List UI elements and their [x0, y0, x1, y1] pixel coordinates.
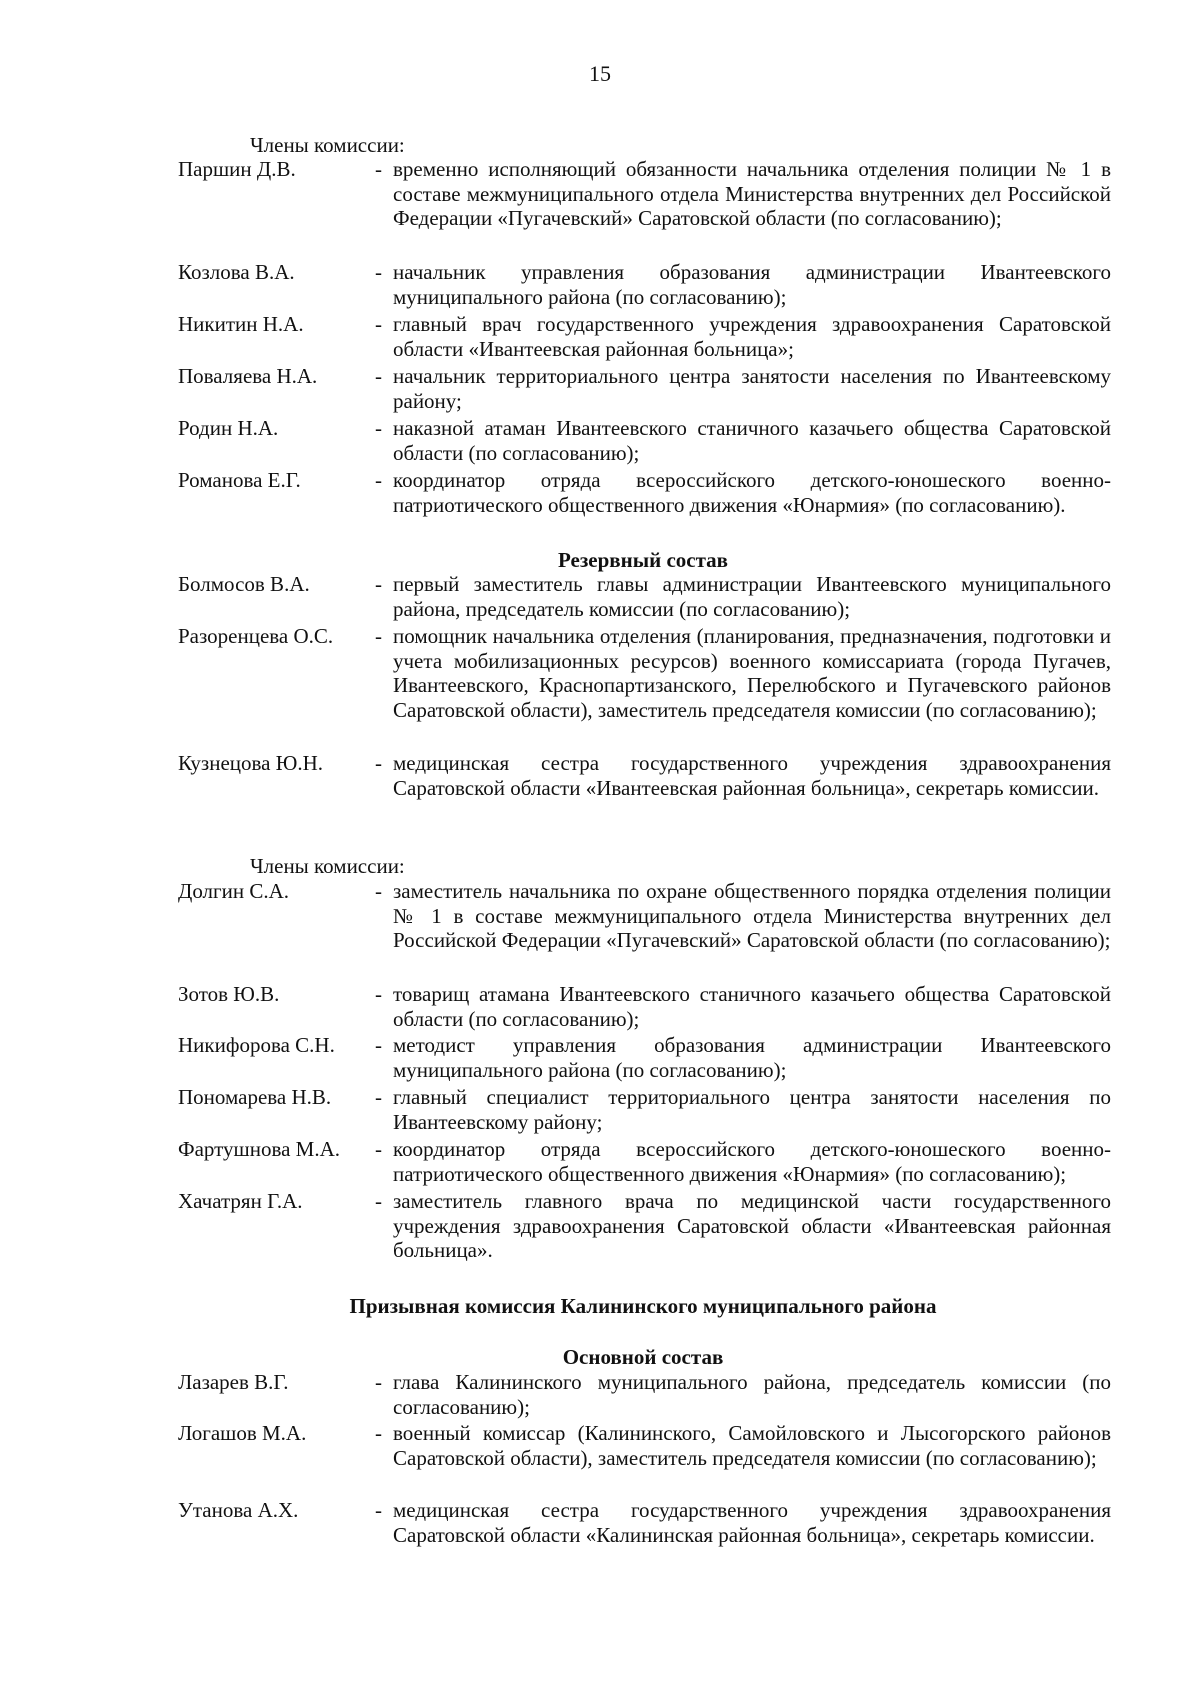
member-name: Болмосов В.А.	[178, 572, 310, 596]
dash: -	[375, 572, 382, 596]
member-role: военный комиссар (Калининского, Самойловского и Лысогорского районов Саратовской области), заместитель председателя комиссии (по согласованию);	[393, 1421, 1111, 1470]
dash: -	[375, 879, 382, 903]
dash: -	[375, 157, 382, 181]
member-role: методист управления образования администрации Ивантеевского муниципального района (по согласованию);	[393, 1033, 1111, 1082]
dash: -	[375, 1421, 382, 1445]
member-role: помощник начальника отделения (планирования, предназначения, подготовки и учета мобилизационных ресурсов) военного комиссариата (города Пугачев, Ивантеевского, Краснопартизанского, Перелюбского и Пугачевского районов Саратовской области), заместитель председателя комиссии (по согласованию);	[393, 624, 1111, 722]
dash: -	[375, 751, 382, 775]
member-role: начальник территориального центра занятости населения по Ивантеевскому району;	[393, 364, 1111, 413]
main-heading: Основной состав	[562, 1345, 724, 1369]
member-name: Хачатрян Г.А.	[178, 1189, 303, 1213]
member-role: начальник управления образования администрации Ивантеевского муниципального района (по согласованию);	[393, 260, 1111, 309]
member-name: Козлова В.А.	[178, 260, 295, 284]
dash: -	[375, 468, 382, 492]
member-name: Романова Е.Г.	[178, 468, 301, 492]
member-role: товарищ атамана Ивантеевского станичного казачьего общества Саратовской области (по согласованию);	[393, 982, 1111, 1031]
member-role: глава Калининского муниципального района, председатель комиссии (по согласованию);	[393, 1370, 1111, 1419]
dash: -	[375, 364, 382, 388]
member-role: первый заместитель главы администрации Ивантеевского муниципального района, председатель комиссии (по согласованию);	[393, 572, 1111, 621]
dash: -	[375, 624, 382, 648]
member-name: Пономарева Н.В.	[178, 1085, 332, 1109]
member-name: Фартушнова М.А.	[178, 1137, 340, 1161]
member-role: наказной атаман Ивантеевского станичного казачьего общества Саратовской области (по согласованию);	[393, 416, 1111, 465]
member-role: координатор отряда всероссийского детского-юношеского военно-патриотического общественного движения «Юнармия» (по согласованию).	[393, 468, 1111, 517]
member-role: главный врач государственного учреждения здравоохранения Саратовской области «Ивантеевская районная больница»;	[393, 312, 1111, 361]
dash: -	[375, 1370, 382, 1394]
dash: -	[375, 312, 382, 336]
member-role: временно исполняющий обязанности начальника отделения полиции № 1 в составе межмуниципального отдела Министерства внутренних дел Российской Федерации «Пугачевский» Саратовской области (по согласованию);	[393, 157, 1111, 231]
dash: -	[375, 1137, 382, 1161]
dash: -	[375, 1033, 382, 1057]
member-role: заместитель главного врача по медицинской части государственного учреждения здравоохранения Саратовской области «Ивантеевская районная больница».	[393, 1189, 1111, 1263]
member-role: координатор отряда всероссийского детского-юношеского военно-патриотического общественного движения «Юнармия» (по согласованию);	[393, 1137, 1111, 1186]
member-name: Родин Н.А.	[178, 416, 279, 440]
dash: -	[375, 416, 382, 440]
reserve-heading: Резервный состав	[557, 548, 729, 572]
member-name: Логашов М.А.	[178, 1421, 307, 1445]
member-name: Утанова А.Х.	[178, 1498, 299, 1522]
member-name: Зотов Ю.В.	[178, 982, 280, 1006]
member-name: Никифорова С.Н.	[178, 1033, 335, 1057]
member-role: главный специалист территориального центра занятости населения по Ивантеевскому району;	[393, 1085, 1111, 1134]
dash: -	[375, 1189, 382, 1213]
member-role: заместитель начальника по охране общественного порядка отделения полиции № 1 в составе межмуниципального отдела Министерства внутренних дел Российской Федерации «Пугачевский» Саратовской области (по согласованию);	[393, 879, 1111, 953]
member-name: Никитин Н.А.	[178, 312, 304, 336]
members-label: Члены комиссии:	[250, 133, 405, 157]
member-name: Разоренцева О.С.	[178, 624, 334, 648]
dash: -	[375, 1085, 382, 1109]
member-role: медицинская сестра государственного учреждения здравоохранения Саратовской области «Ивантеевская районная больница», секретарь комиссии.	[393, 751, 1111, 800]
dash: -	[375, 982, 382, 1006]
dash: -	[375, 1498, 382, 1522]
members-label: Члены комиссии:	[250, 854, 405, 878]
member-name: Поваляева Н.А.	[178, 364, 318, 388]
member-name: Долгин С.А.	[178, 879, 290, 903]
dash: -	[375, 260, 382, 284]
member-name: Лазарев В.Г.	[178, 1370, 289, 1394]
page-number: 15	[589, 61, 611, 86]
member-role: медицинская сестра государственного учреждения здравоохранения Саратовской области «Калининская районная больница», секретарь комиссии.	[393, 1498, 1111, 1547]
member-name: Паршин Д.В.	[178, 157, 296, 181]
commission-heading: Призывная комиссия Калининского муниципального района	[349, 1294, 937, 1318]
member-name: Кузнецова Ю.Н.	[178, 751, 323, 775]
